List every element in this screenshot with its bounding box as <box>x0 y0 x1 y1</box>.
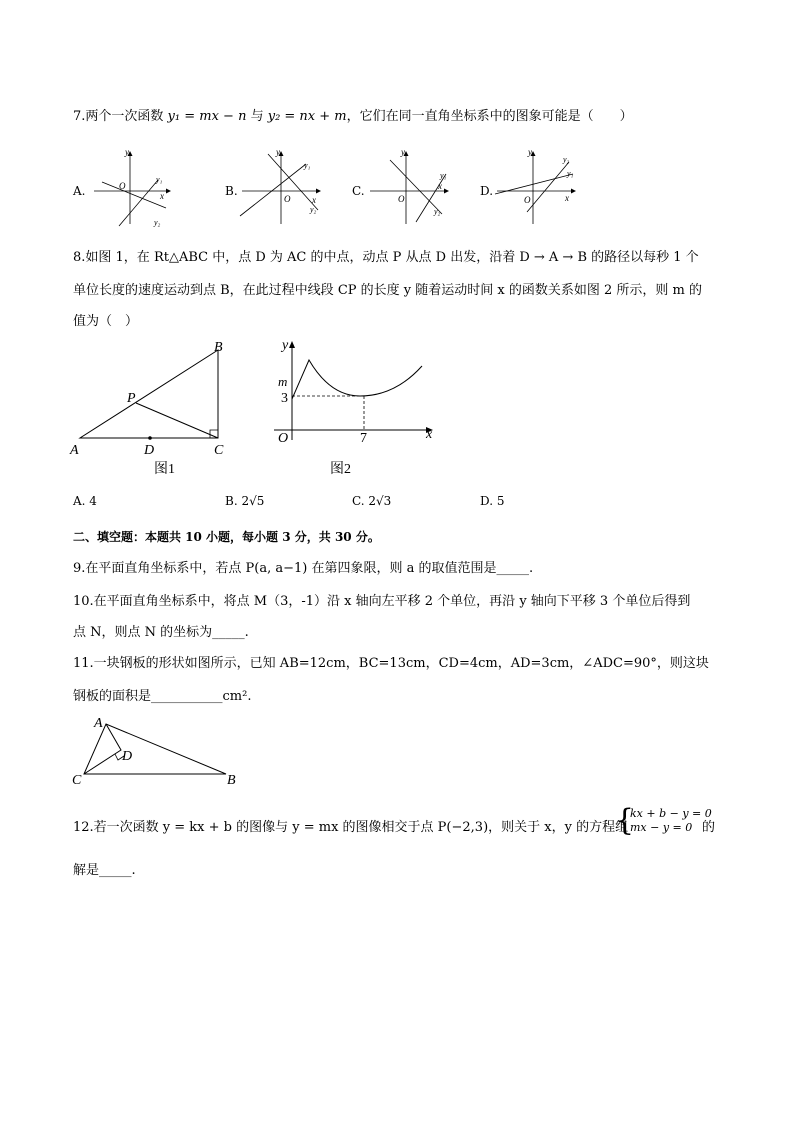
m-label: m <box>278 374 288 389</box>
x-label: x <box>565 193 569 203</box>
q7-graph-d <box>493 146 585 230</box>
y2-label: y₂ <box>563 155 570 164</box>
q8-option-a: A. 4 <box>73 494 97 508</box>
y-label: y <box>282 338 289 353</box>
origin-label: O <box>524 195 531 205</box>
y2-label: y₂ <box>434 207 441 216</box>
triangle-abc <box>80 350 218 438</box>
x-label: x <box>160 191 164 201</box>
q7-connector: 与 <box>246 109 268 124</box>
y-label: y <box>125 147 129 157</box>
q8-figure-2 <box>270 336 450 478</box>
q7-option-a-label: A. <box>73 184 86 198</box>
y-label: y <box>276 147 280 157</box>
q7-function-1: y₁ = mx − n <box>167 109 247 124</box>
q8-line-2: 单位长度的速度运动到点 B，在此过程中线段 CP 的长度 y 随着运动时间 x 的函数关系如图 2 所示，则 m 的 <box>73 283 702 298</box>
line-y1 <box>240 164 306 216</box>
q7-question: ，它们在同一直角坐标系中的图象可能是（ ） <box>346 109 633 124</box>
x-axis-arrow <box>166 189 171 194</box>
y1-label: y₁ <box>156 175 163 184</box>
origin-label: O <box>398 194 405 204</box>
quadrilateral-outline <box>84 724 226 774</box>
q8-option-c: C. 2√3 <box>352 494 392 508</box>
x-axis-arrow <box>571 189 576 194</box>
q7-option-c-label: C. <box>352 184 365 198</box>
y2-label: y₂ <box>154 218 161 227</box>
q8-line-1: 8.如图 1，在 Rt△ABC 中，点 D 为 AC 的中点，动点 P 从点 D 出发，沿着 D → A → B 的路径以每秒 1 个 <box>73 250 699 265</box>
y-label: y <box>401 147 405 157</box>
q7-graph-b <box>238 146 328 230</box>
seven-label: 7 <box>360 431 367 446</box>
origin-label: O <box>284 194 291 204</box>
y1-label: y₁ <box>304 161 311 170</box>
y-axis-arrow <box>289 341 295 348</box>
q11-line-1: 11.一块钢板的形状如图所示，已知 AB=12cm，BC=13cm，CD=4cm，AD=3cm，∠ADC=90°，则这块 <box>73 656 709 671</box>
x-axis-arrow <box>444 189 449 194</box>
q8-figure-1 <box>66 336 246 478</box>
label-b: B <box>227 773 236 788</box>
q7-graph-c <box>364 146 456 230</box>
origin-label: O <box>119 181 126 191</box>
q7-function-2: y₂ = nx + m <box>267 109 347 124</box>
q10-line-2: 点 N，则点 N 的坐标为_____. <box>73 625 249 640</box>
q7-intro: 7.两个一次函数 <box>73 109 168 124</box>
label-p: P <box>127 391 136 406</box>
y1-label: y₁ <box>440 171 447 180</box>
three-label: 3 <box>281 391 288 406</box>
q7-graph-a <box>86 146 176 230</box>
line-y1 <box>102 182 166 208</box>
q12-line-1-end: 的 <box>702 820 716 835</box>
q12-line-2: 解是_____. <box>73 863 136 878</box>
label-d: D <box>144 443 155 458</box>
figure-1-caption: 图1 <box>154 462 175 477</box>
q10-line-1: 10.在平面直角坐标系中，将点 M（3，-1）沿 x 轴向左平移 2 个单位，再沿 y 轴向下平移 3 个单位后得到 <box>73 594 691 609</box>
line-y2 <box>390 160 442 214</box>
q7-option-d-label: D. <box>480 184 494 198</box>
q8-option-b: B. 2√5 <box>225 494 265 508</box>
point-d <box>148 436 152 440</box>
y-label: y <box>528 147 532 157</box>
y1-label: y₁ <box>567 169 574 178</box>
section-2-heading: 二、填空题：本题共 10 小题，每小题 3 分，共 30 分。 <box>73 530 380 544</box>
label-d: D <box>122 749 133 764</box>
q7-stem <box>73 108 633 126</box>
q9-text: 9.在平面直角坐标系中，若点 P(a, a−1) 在第四象限，则 a 的取值范围是_____. <box>73 561 534 576</box>
x-label: x <box>438 181 442 191</box>
x-label: x <box>312 195 316 205</box>
label-a: A <box>94 716 103 731</box>
function-curve <box>292 360 422 399</box>
label-b: B <box>214 340 223 355</box>
figure-2-caption: 图2 <box>330 462 351 477</box>
system-brace: { <box>615 803 635 838</box>
q12-line-1 <box>73 819 628 837</box>
x-label: x <box>426 427 433 442</box>
line-y2 <box>268 154 318 210</box>
label-c: C <box>72 773 82 788</box>
y2-label: y₂ <box>310 205 317 214</box>
x-axis-arrow <box>316 189 321 194</box>
segment-cp <box>136 403 218 438</box>
equation-system <box>630 807 712 835</box>
equation-2: mx − y = 0 <box>630 821 693 834</box>
label-c: C <box>214 443 224 458</box>
q12-stem: 12.若一次函数 y = kx + b 的图像与 y = mx 的图像相交于点 P(−2,3)，则关于 x，y 的方程组 <box>73 820 629 835</box>
q11-figure <box>66 712 250 790</box>
q11-line-2: 钢板的面积是___________cm². <box>73 689 252 704</box>
origin-label: O <box>278 431 289 446</box>
q7-option-b-label: B. <box>225 184 238 198</box>
equation-1: kx + b − y = 0 <box>630 807 712 820</box>
q8-option-d: D. 5 <box>480 494 505 508</box>
q8-line-3: 值为（ ） <box>73 314 139 329</box>
label-a: A <box>70 443 79 458</box>
